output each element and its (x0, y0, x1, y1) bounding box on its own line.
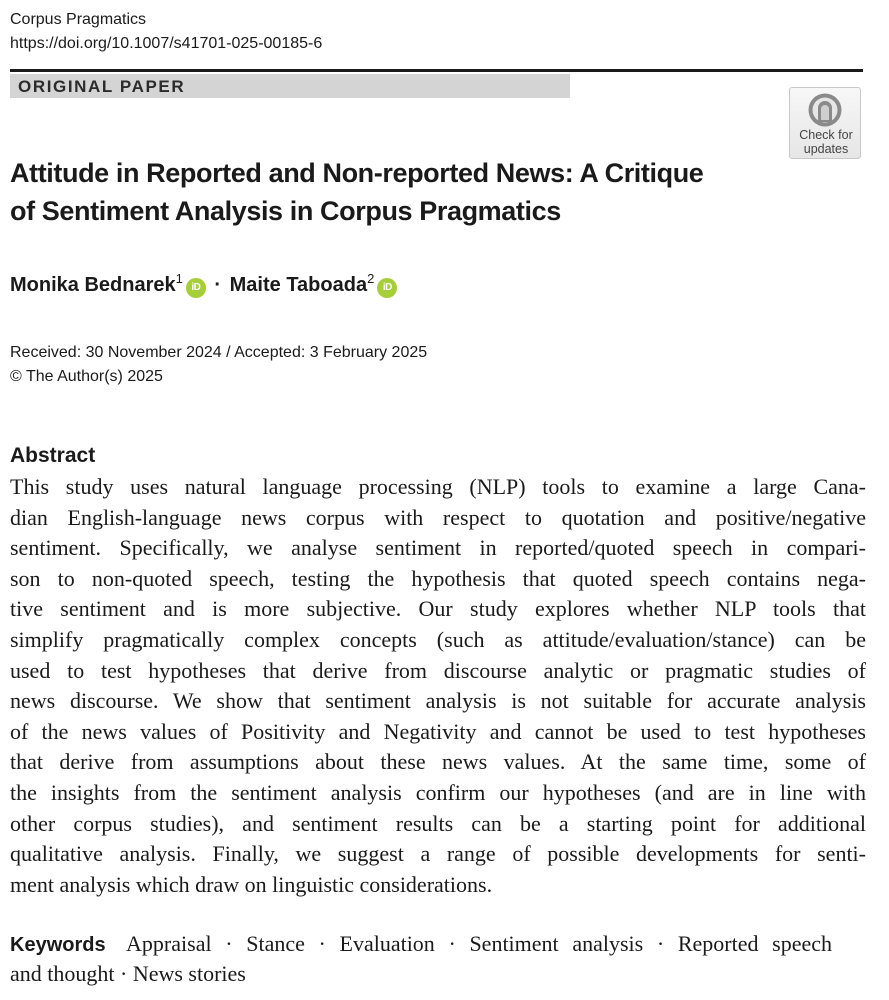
abstract-heading: Abstract (10, 444, 96, 467)
author-list (10, 270, 397, 300)
orcid-icon[interactable]: iD (377, 278, 397, 298)
abstract-line: son to non-quoted speech, testing the hypothesis that quoted speech contains nega- (10, 565, 866, 591)
abstract-line: ment analysis which draw on linguistic considerations. (10, 871, 493, 897)
paper-type-bar (10, 74, 570, 98)
received-accepted-dates: Received: 30 November 2024 / Accepted: 3 February 2025 (10, 344, 428, 361)
check-for-updates-badge[interactable] (789, 87, 861, 159)
abstract-line: that derive from assumptions about these news values. At the same time, some of (10, 749, 866, 775)
keywords-list: Appraisal · Stance · Evaluation · Sentiment analysis · Reported speech (126, 931, 832, 956)
check-for-updates-text (790, 128, 862, 156)
author-affiliation: 1 (175, 271, 183, 286)
check-badge-line2: updates (803, 142, 849, 156)
keywords-label: Keywords (10, 934, 106, 956)
header-rule (10, 69, 863, 72)
abstract-line: sentiment. Specifically, we analyse sentiment in reported/quoted speech in compari- (10, 535, 866, 561)
abstract-body (10, 472, 866, 900)
abstract-line: dian English-language news corpus with respect to quotation and positive/negative (10, 504, 866, 530)
keywords-line (10, 929, 832, 960)
abstract-line: of the news values of Positivity and Negativity and cannot be used to test hypotheses (10, 718, 866, 744)
copyright-notice: © The Author(s) 2025 (10, 368, 163, 385)
check-for-updates-icon (807, 92, 843, 128)
keywords-line: and thought · News stories (10, 961, 246, 986)
check-badge-line1: Check for (799, 128, 853, 142)
abstract-line: tive sentiment and is more subjective. Our study explores whether NLP tools that (10, 596, 866, 622)
title-line: Attitude in Reported and Non-reported News: A Critique (10, 158, 704, 188)
author-name[interactable]: Monika Bednarek (10, 274, 176, 296)
abstract-line: the insights from the sentiment analysis confirm our hypotheses (and are in line with (10, 779, 866, 805)
title-line: of Sentiment Analysis in Corpus Pragmatics (10, 196, 561, 226)
journal-name: Corpus Pragmatics (10, 11, 147, 28)
doi-link[interactable]: https://doi.org/10.1007/s41701-025-00185-6 (10, 35, 323, 52)
abstract-line: simplify pragmatically complex concepts (such as attitude/evaluation/stance) can be (10, 626, 866, 652)
abstract-line: used to test hypotheses that derive from discourse analytic or pragmatic studies of (10, 657, 866, 683)
author-affiliation: 2 (367, 271, 375, 286)
orcid-icon[interactable]: iD (186, 278, 206, 298)
abstract-line: other corpus studies), and sentiment results can be a starting point for additional (10, 810, 866, 836)
author-separator: · (214, 274, 222, 296)
abstract-line: This study uses natural language processing (NLP) tools to examine a large Cana- (10, 474, 866, 499)
author-name[interactable]: Maite Taboada (229, 274, 368, 296)
abstract-line: news discourse. We show that sentiment analysis is not suitable for accurate analysis (10, 688, 866, 714)
abstract-line: qualitative analysis. Finally, we suggest a range of possible developments for senti- (10, 841, 866, 867)
paper-type-label: ORIGINAL PAPER (18, 77, 186, 96)
paper-title (10, 154, 780, 230)
